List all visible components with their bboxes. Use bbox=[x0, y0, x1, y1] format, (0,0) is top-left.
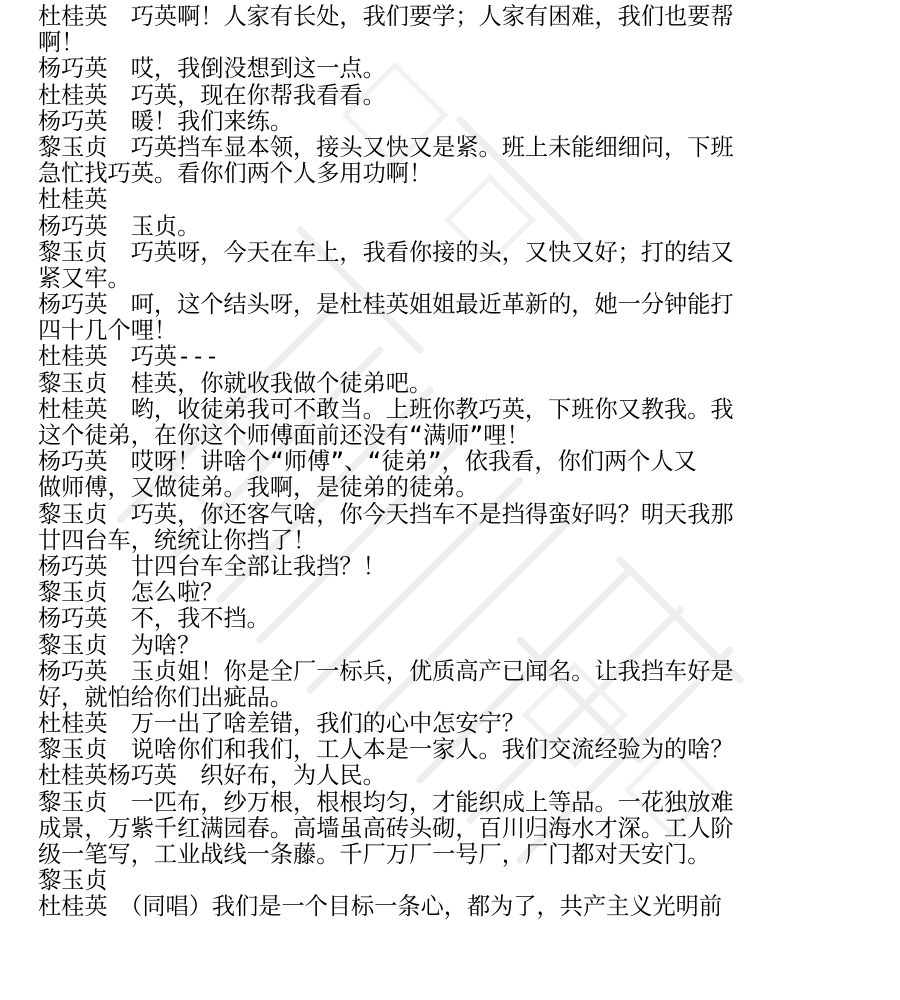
dialogue-line: 做师傅，又做徒弟。我啊，是徒弟的徒弟。 bbox=[38, 475, 479, 502]
dialogue-line: 杜桂英 （同唱）我们是一个目标一条心，都为了，共产主义光明前 bbox=[38, 894, 723, 921]
dialogue-line: 黎玉贞 巧英呀，今天在车上，我看你接的头，又快又好；打的结又 bbox=[38, 239, 734, 266]
dialogue-line: 好，就怕给你们出疵品。 bbox=[38, 684, 294, 711]
dialogue-line: 黎玉贞 一匹布，纱万根，根根均匀，才能织成上等品。一花独放难 bbox=[38, 789, 734, 816]
dialogue-line: 杜桂英 巧英啊！人家有长处，我们要学；人家有困难，我们也要帮 bbox=[38, 4, 734, 30]
dialogue-line: 杨巧英 呵，这个结头呀，是杜桂英姐姐最近革新的，她一分钟能打 bbox=[38, 292, 734, 319]
dialogue-line: 黎玉贞 bbox=[38, 868, 108, 895]
dialogue-line: 杜桂英杨巧英 织好布，为人民。 bbox=[38, 763, 386, 790]
dialogue-line: 廿四台车，统统让你挡了！ bbox=[38, 527, 317, 554]
dialogue-line: 杨巧英 不，我不挡。 bbox=[38, 606, 270, 633]
dialogue-line: 黎玉贞 怎么啦？ bbox=[38, 580, 224, 607]
dialogue-line: 急忙找巧英。看你们两个人多用功啊！ bbox=[38, 161, 433, 188]
dialogue-line: 杨巧英 哎呀！讲啥个“师傅”、“徒弟”，依我看，你们两个人又 bbox=[38, 449, 697, 476]
dialogue-line: 杜桂英 巧英--- bbox=[38, 344, 220, 371]
dialogue-line: 黎玉贞 巧英挡车显本领，接头又快又是紧。班上未能细细问，下班 bbox=[38, 134, 734, 161]
script-page bbox=[38, 4, 878, 921]
dialogue-line: 杜桂英 万一出了啥差错，我们的心中怎安宁？ bbox=[38, 711, 525, 738]
dialogue-line: 四十几个哩！ bbox=[38, 318, 178, 345]
dialogue-line: 成景，万紫千红满园春。高墙虽高砖头砌，百川归海水才深。工人阶 bbox=[38, 815, 734, 842]
dialogue-line: 级一笔写，工业战线一条藤。千厂万厂一号厂，厂门都对天安门。 bbox=[38, 842, 711, 868]
dialogue-line: 黎玉贞 说啥你们和我们，工人本是一家人。我们交流经验为的啥？ bbox=[38, 737, 734, 764]
dialogue-line: 杜桂英 哟，收徒弟我可不敢当。上班你教巧英，下班你又教我。我 bbox=[38, 396, 734, 423]
dialogue-line: 杜桂英 bbox=[38, 187, 108, 214]
dialogue-line: 杨巧英 玉贞。 bbox=[38, 213, 201, 240]
dialogue-line: 黎玉贞 桂英，你就收我做个徒弟吧。 bbox=[38, 370, 433, 397]
dialogue-line: 紧又牢。 bbox=[38, 265, 131, 292]
dialogue-line: 杨巧英 玉贞姐！你是全厂一标兵，优质高产已闻名。让我挡车好是 bbox=[38, 658, 734, 685]
dialogue-line: 杜桂英 巧英，现在你帮我看看。 bbox=[38, 82, 386, 109]
dialogue-line: 黎玉贞 为啥？ bbox=[38, 632, 201, 659]
dialogue-line: 杨巧英 廿四台车全部让我挡？！ bbox=[38, 553, 386, 580]
dialogue-line: 黎玉贞 巧英，你还客气啥，你今天挡车不是挡得蛮好吗？明天我那 bbox=[38, 501, 734, 528]
dialogue-line: 这个徒弟，在你这个师傅面前还没有“满师”哩！ bbox=[38, 423, 530, 449]
dialogue-line: 杨巧英 哎，我倒没想到这一点。 bbox=[38, 56, 386, 83]
dialogue-line: 杨巧英 暖！我们来练。 bbox=[38, 108, 294, 135]
dialogue-line: 啊！ bbox=[38, 30, 85, 57]
